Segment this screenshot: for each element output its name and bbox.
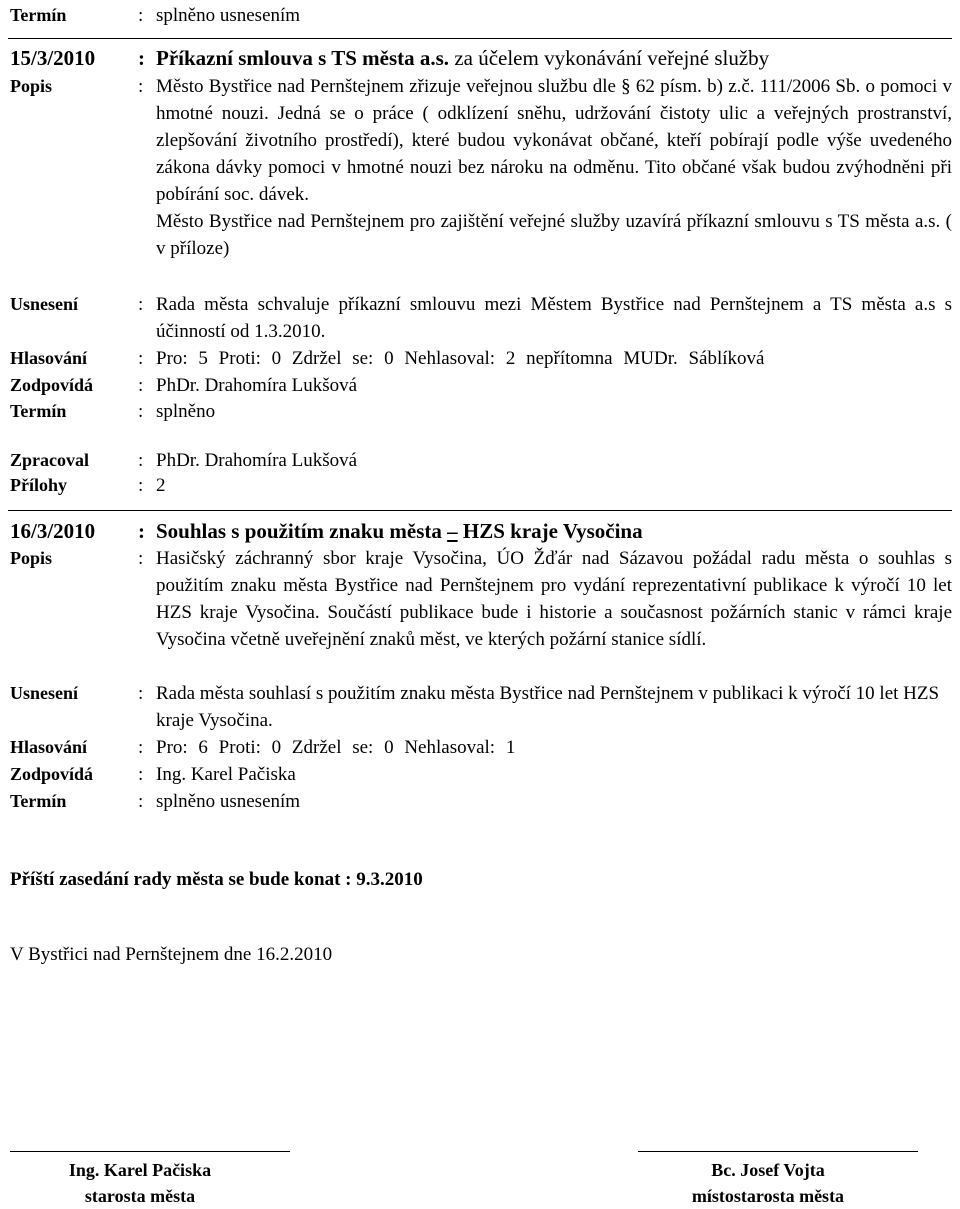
colon: : [138,375,144,396]
item1-title-rest: za účelem vykonávání veřejné služby [454,46,770,70]
item1-termin-value: splněno [156,401,216,422]
termin-label: Termín [10,5,67,25]
item1-prilohy-value: 2 [156,475,166,496]
item1-popis-value [156,73,952,262]
termin-value: splněno usnesením [156,5,301,26]
colon: : [138,548,144,569]
signature-line-left [10,1151,290,1152]
colon: : [138,683,144,704]
item1-title-prefix: Příkazní smlouva s TS města a.s. [156,46,450,70]
colon: : [138,764,144,785]
item2-hlasovani-value: Pro: 6 Proti: 0 Zdržel se: 0 Nehlasoval: 1 [156,737,516,758]
item1-title [156,45,952,72]
section-divider [8,510,952,511]
item1-zpracoval-value: PhDr. Drahomíra Lukšová [156,450,358,471]
signature-right [628,1157,908,1209]
usneseni-label: Usnesení [10,683,79,703]
item1-popis-paragraph-1: Město Bystřice nad Pernštejnem zřizuje veřejnou službu dle § 62 písm. b) z.č. 111/2006 Sb. o pomoci v hmotné nouzi. Jedná se o práce ( odklízení sněhu, udržování čistoty ulic a veřejných prostranství, zlepšování životního prostředí), které budou vykonávat občané, kteří pobírají podle výše uvedeného zákona dávky pomoci v hmotné nouzi bez nároku na odměnu. Tito občané však budou zvýhodněni při pobírání soc. dávek. [156,76,952,205]
colon: : [138,475,144,496]
item2-date: 16/3/2010 [10,519,96,543]
colon: : [138,5,144,26]
usneseni-label: Usnesení [10,294,79,314]
signature-left [0,1157,280,1209]
item1-zodpovida-value: PhDr. Drahomíra Lukšová [156,375,358,396]
item1-hlasovani-value: Pro: 5 Proti: 0 Zdržel se: 0 Nehlasoval: 2 nepřítomna MUDr. Sáblíková [156,348,765,369]
colon: : [138,737,144,758]
item1-popis-paragraph-2: Město Bystřice nad Pernštejnem pro zajištění veřejné služby uzavírá příkazní smlouvu s TS města a.s. ( v příloze) [156,211,952,259]
zpracoval-label: Zpracoval [10,450,89,470]
termin-label: Termín [10,791,67,811]
hlasovani-label: Hlasování [10,737,88,757]
signature-right-role: místostarosta města [691,1186,845,1206]
colon: : [138,348,144,369]
colon: : [138,401,144,422]
termin-label: Termín [10,401,67,421]
popis-label: Popis [10,548,53,568]
colon: : [138,76,144,97]
signature-left-name: Ing. Karel Pačiska [68,1160,212,1180]
popis-label: Popis [10,76,53,96]
zodpovida-label: Zodpovídá [10,764,94,784]
colon: : [138,46,145,70]
signature-left-role: starosta města [84,1186,196,1206]
item1-usneseni-value: Rada města schvaluje příkazní smlouvu mezi Městem Bystřice nad Pernštejnem a TS města a.s s účinností od 1.3.2010. [156,294,952,342]
colon: : [138,450,144,471]
section-divider [8,38,952,39]
item2-title [156,518,952,545]
colon: : [138,791,144,812]
item2-zodpovida-value: Ing. Karel Pačiska [156,764,296,785]
signature-right-name: Bc. Josef Vojta [711,1160,825,1180]
next-meeting: Příští zasedání rady města se bude konat : 9.3.2010 [10,869,423,890]
item2-popis-value: Hasičský záchranný sbor kraje Vysočina, ÚO Žďár nad Sázavou požádal radu města o souhlas s použitím znaku města Bystřice nad Pernštejnem pro vydání reprezentativní publikace k výročí 10 let HZS kraje Vysočina. Součástí publikace bude i historie a současnost požárních stanic v rámci kraje Vysočina včetně uveřejnění znaků měst, ve kterých požární stanice sídlí. [156,548,952,650]
item2-title-dash: – [447,519,458,543]
signature-line-right [638,1151,918,1152]
hlasovani-label: Hlasování [10,348,88,368]
item2-title-prefix: Souhlas s použitím znaku města [156,519,442,543]
prilohy-label: Přílohy [10,475,67,495]
item2-usneseni-value: Rada města souhlasí s použitím znaku města Bystřice nad Pernštejnem v publikaci k výročí 10 let HZS kraje Vysočina. [156,683,940,731]
zodpovida-label: Zodpovídá [10,375,94,395]
place-date: V Bystřici nad Pernštejnem dne 16.2.2010 [10,944,333,965]
item1-date: 15/3/2010 [10,46,96,70]
item2-title-rest: HZS kraje Vysočina [462,519,643,543]
colon: : [138,519,145,543]
item2-termin-value: splněno usnesením [156,791,301,812]
colon: : [138,294,144,315]
